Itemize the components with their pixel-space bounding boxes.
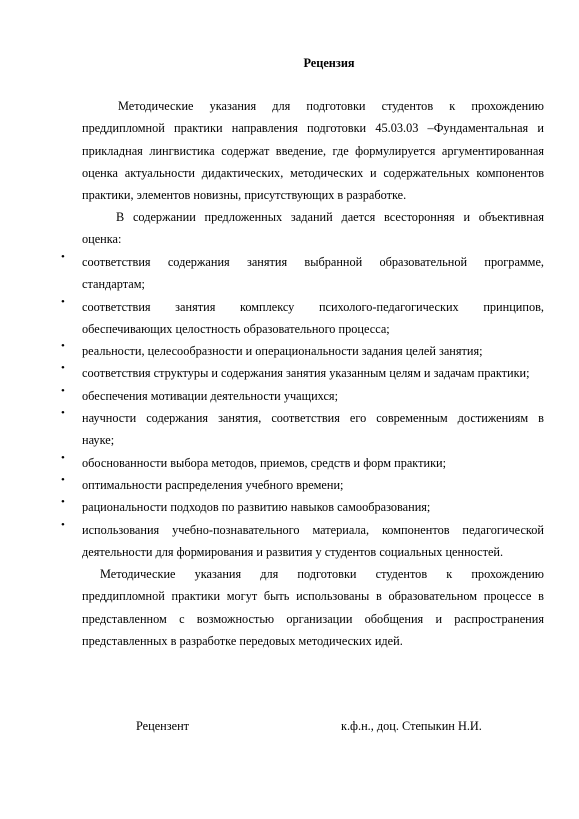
bullet-icon: • [61, 451, 65, 464]
text-line: практики, элементов новизны, присутствующих в разработке. [82, 188, 407, 203]
intro-paragraph [82, 95, 544, 206]
bullet-icon: • [61, 340, 65, 353]
list-item [61, 340, 544, 362]
list-item-text: деятельности для формирования и развития у студентов социальных ценностей. [82, 544, 504, 559]
text-line: В содержании предложенных заданий дается всесторонняя и объективная [116, 210, 544, 224]
text-line: преддипломной практики могут быть использованы в образовательном процессе в [82, 589, 544, 604]
list-item-text: стандартам; [82, 277, 145, 292]
list-item-text: соответствия структуры и содержания занятия указанным целям и задачам практики; [82, 366, 530, 381]
text-line: Методические указания для подготовки студентов к прохождению [100, 567, 544, 581]
list-item [61, 384, 544, 407]
list-item-text: научности содержания занятия, соответствия его современным достижениям в [82, 411, 544, 426]
document-title: Рецензия [303, 56, 355, 70]
text-line: оценка: [82, 232, 122, 247]
list-item-text: обеспечивающих целостность образовательного процесса; [82, 321, 390, 336]
bullet-icon: • [61, 295, 65, 308]
list-item-text: обоснованности выбора методов, приемов, средств и форм практики; [82, 455, 447, 470]
list-item [61, 295, 544, 341]
bullet-icon: • [61, 496, 65, 509]
bullet-icon: • [61, 384, 65, 397]
reviewer-name: к.ф.н., доц. Степыкин Н.И. [341, 719, 482, 733]
bullet-icon: • [61, 362, 65, 375]
text-line: Методические указания для подготовки студентов к прохождению [118, 99, 544, 113]
criteria-list [61, 251, 544, 563]
bullet-icon: • [61, 473, 65, 486]
list-item-text: соответствия занятия комплексу психолого-педагогических принципов, [82, 299, 544, 314]
text-line: оценка актуальности дидактических, методических и содержательных компонентов [82, 165, 544, 180]
list-item [61, 362, 544, 384]
list-item [61, 496, 544, 518]
bullet-icon: • [61, 251, 65, 263]
text-line: представленном с возможностью организации обобщения и распространения [82, 611, 544, 626]
list-item [61, 473, 544, 496]
bullet-icon: • [61, 518, 65, 531]
list-item [61, 518, 544, 564]
text-line: представленных в разработке передовых методических идей. [82, 633, 403, 648]
list-item-text: науке; [82, 433, 115, 448]
list-item [61, 251, 544, 296]
list-item [61, 451, 544, 474]
list-item-text: использования учебно-познавательного материала, компонентов педагогической [82, 522, 544, 537]
list-item [61, 407, 544, 452]
reviewer-label: Рецензент [136, 719, 190, 733]
conclusion-paragraph [82, 563, 544, 652]
text-line: преддипломной практики направления подготовки 45.03.03 –Фундаментальная и [82, 121, 544, 136]
list-item-text: соответствия содержания занятия выбранной образовательной программе, [82, 255, 544, 269]
bullet-icon: • [61, 407, 65, 420]
list-item-text: оптимальности распределения учебного времени; [82, 477, 344, 492]
list-item-text: обеспечения мотивации деятельности учащихся; [82, 388, 339, 403]
content-paragraph [82, 206, 544, 251]
list-item-text: реальности, целесообразности и операциональности задания целей занятия; [82, 344, 483, 359]
list-item-text: рациональности подходов по развитию навыков самообразования; [82, 500, 431, 515]
text-line: прикладная лингвистика содержат введение, где формулируется аргументированная [82, 143, 544, 158]
